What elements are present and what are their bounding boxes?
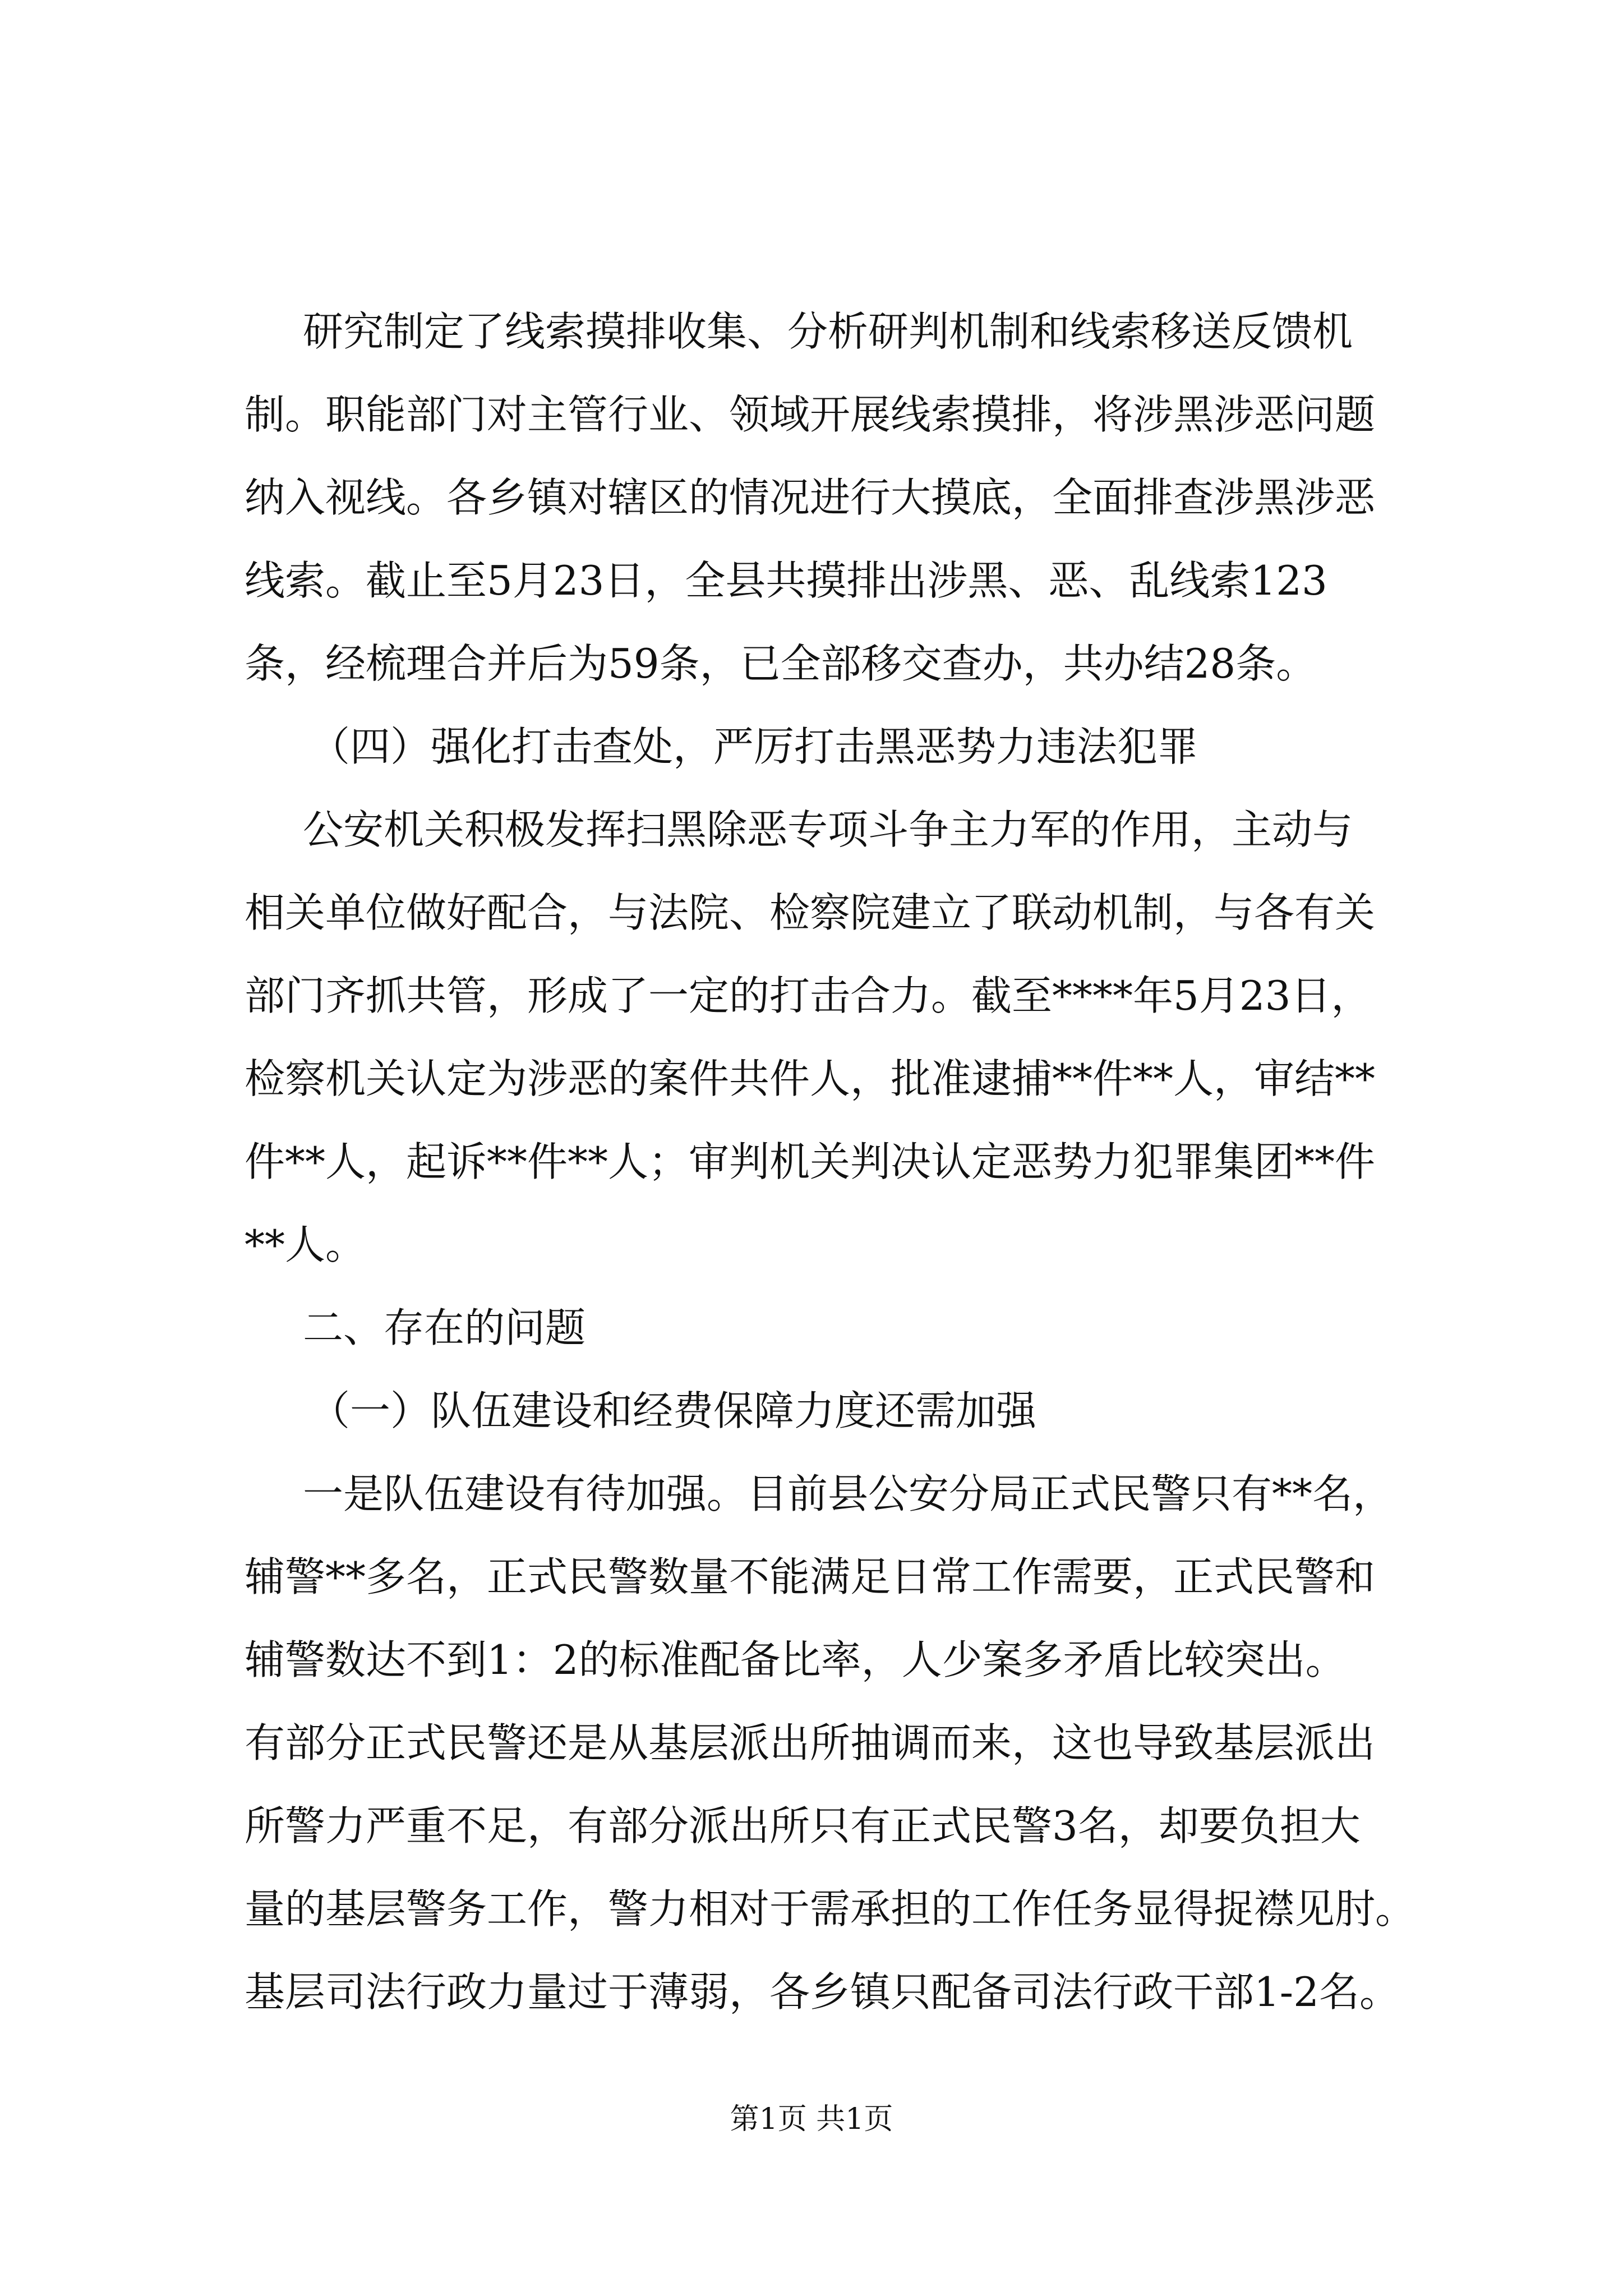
page-number-footer: 第1页 共1页	[730, 2102, 893, 2136]
section-heading: （四）强化打击查处，严厉打击黑恶势力违法犯罪	[310, 723, 1198, 770]
section-heading: 二、存在的问题	[303, 1304, 586, 1351]
body-line: 有部分正式民警还是从基层派出所抽调而来，这也导致基层派出	[245, 1719, 1376, 1766]
body-line: 一是队伍建设有待加强。目前县公安分局正式民警只有**名，	[303, 1470, 1394, 1517]
body-line: 辅警数达不到1：2的标准配备比率，人少案多矛盾比较突出。	[245, 1636, 1346, 1683]
body-line: 所警力严重不足，有部分派出所只有正式民警3名，却要负担大	[245, 1802, 1361, 1849]
body-line: 相关单位做好配合，与法院、检察院建立了联动机制，与各有关	[245, 889, 1376, 936]
body-line: 量的基层警务工作，警力相对于需承担的工作任务显得捉襟见肘。	[245, 1885, 1416, 1932]
body-line: 条，经梳理合并后为59条，已全部移交查办，共办结28条。	[245, 640, 1317, 687]
subsection-heading: （一）队伍建设和经费保障力度还需加强	[310, 1387, 1037, 1434]
body-line: 基层司法行政力量过于薄弱，各乡镇只配备司法行政干部1-2名。	[245, 1968, 1400, 2016]
body-line: 制。职能部门对主管行业、领域开展线索摸排，将涉黑涉恶问题	[245, 391, 1376, 438]
body-line: 纳入视线。各乡镇对辖区的情况进行大摸底，全面排查涉黑涉恶	[245, 474, 1376, 521]
body-line: 研究制定了线索摸排收集、分析研判机制和线索移送反馈机	[303, 308, 1353, 355]
body-line: 公安机关积极发挥扫黑除恶专项斗争主力军的作用，主动与	[303, 806, 1353, 853]
body-line: 线索。截止至5月23日，全县共摸排出涉黑、恶、乱线索123	[245, 557, 1327, 604]
body-line: 辅警**多名，正式民警数量不能满足日常工作需要，正式民警和	[245, 1553, 1376, 1600]
body-line: **人。	[245, 1221, 366, 1268]
body-line: 部门齐抓共管，形成了一定的打击合力。截至****年5月23日，	[245, 972, 1372, 1019]
body-line: 检察机关认定为涉恶的案件共件人，批准逮捕**件**人，审结**	[245, 1055, 1376, 1102]
body-line: 件**人，起诉**件**人；审判机关判决认定恶势力犯罪集团**件	[245, 1138, 1376, 1185]
